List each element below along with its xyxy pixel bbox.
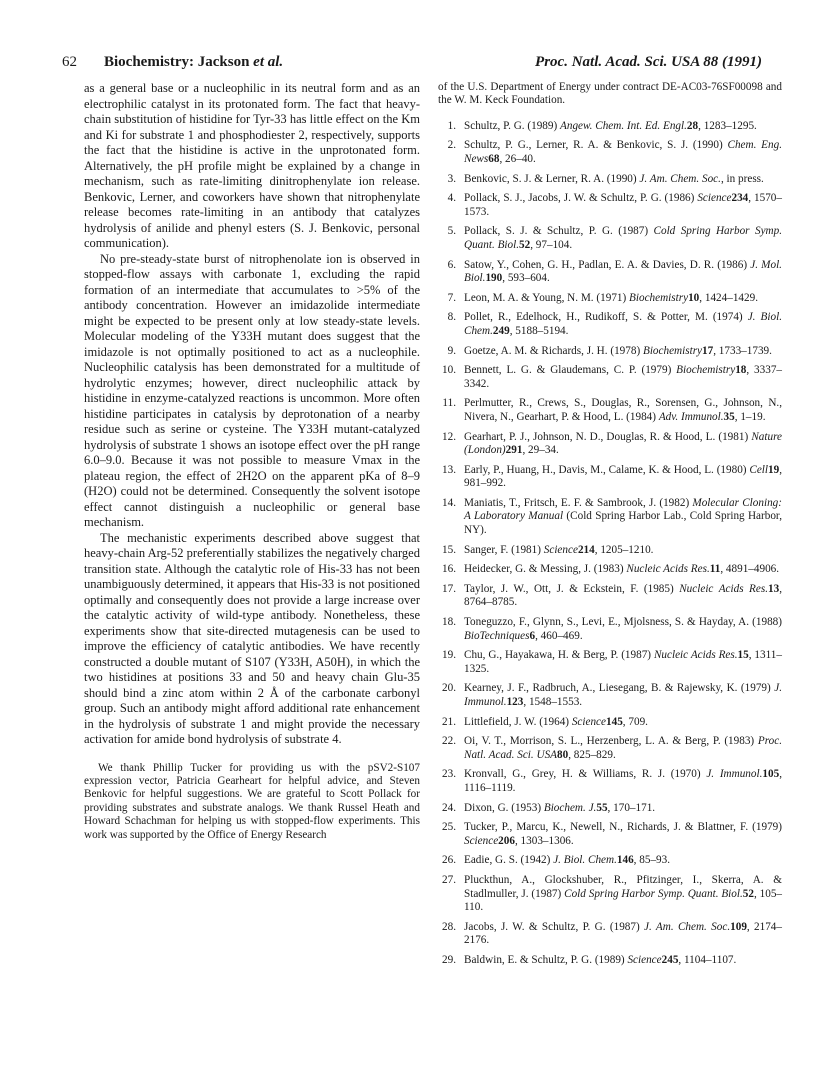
reference-volume: 214 bbox=[577, 543, 595, 556]
reference-authors: Jacobs, J. W. & Schultz, P. G. (1987) bbox=[464, 920, 645, 933]
reference-volume: 10 bbox=[688, 291, 700, 304]
reference-volume: 105 bbox=[762, 768, 780, 781]
reference-pages: , 3337–3342. bbox=[464, 364, 783, 390]
running-title-prefix: Biochemistry: Jackson bbox=[104, 54, 254, 70]
acknowledgment: We thank Phillip Tucker for providing us with the pSV2-S107 expression vector, Patricia Gearheart for helpful advice, and Steven Benkovic for helpful suggestions. We are grateful to Scott Pollack for providing substrates and substrate analogs. We thank Russel Heath and Howard Schachman for helping us with stopped-flow experiments. This work was supported by the Office of Energy Research bbox=[84, 761, 420, 841]
reference-authors: Tucker, P., Marcu, K., Newell, N., Richards, J. & Blattner, F. (1979) bbox=[464, 821, 782, 834]
page-number: 62 bbox=[62, 54, 77, 70]
reference-authors: Kearney, J. F., Radbruch, A., Liesegang, B. & Rajewsky, K. (1979) bbox=[464, 682, 775, 695]
reference-pages: , 825–829. bbox=[568, 748, 616, 761]
reference-item bbox=[438, 616, 782, 643]
reference-number: 6. bbox=[447, 258, 456, 271]
reference-journal: Cold Spring Harbor Symp. Quant. Biol. bbox=[564, 887, 743, 900]
reference-authors: Pollack, S. J. & Schultz, P. G. (1987) bbox=[464, 225, 654, 238]
reference-volume: 28 bbox=[686, 119, 699, 132]
reference-authors: Satow, Y., Cohen, G. H., Padlan, E. A. & Davies, D. R. (1986) bbox=[464, 258, 751, 271]
reference-authors: Oi, V. T., Morrison, S. L., Herzenberg, L. A. & Berg, P. (1983) bbox=[464, 735, 758, 748]
reference-number: 15. bbox=[442, 543, 456, 556]
reference-pages: , 1311–1325. bbox=[464, 649, 782, 675]
reference-volume: 123 bbox=[506, 696, 524, 708]
reference-pages: , 85–93. bbox=[633, 854, 671, 867]
reference-volume: 206 bbox=[498, 834, 515, 847]
left-column bbox=[84, 81, 420, 853]
body-paragraph: as a general base or a nucleophilic in its neutral form and as an electrophilic catalyst in its protonated form. The fact that heavy-chain substitution of histidine for Tyr-33 has little effect on the Km and Ki for substrate 1 and phosphodiester 2, respectively, supports the fact that the histidine is active in the unprotonated form. Alternatively, the pH profile might be explained by a change in mechanism, such as rate-limiting dinitrophenylate ion release. Benkovic, Lerner, and coworkers have shown that nitrophenylate release becomes rate-limiting in an antibody that catalyzes hydrolysis of anilide and phenyl esters (S. J. Benkovic, personal communication). bbox=[84, 81, 420, 250]
reference-volume: 17 bbox=[702, 344, 714, 357]
reference-item bbox=[438, 583, 782, 610]
reference-number: 3. bbox=[447, 172, 456, 185]
reference-pages: , in press. bbox=[720, 172, 764, 185]
reference-item bbox=[438, 544, 782, 558]
reference-pages: , 1116–1119. bbox=[464, 768, 782, 794]
reference-pages: , 170–171. bbox=[607, 801, 656, 814]
reference-pages: , 1104–1107. bbox=[678, 953, 737, 966]
reference-authors: Goetze, A. M. & Richards, J. H. (1978) bbox=[464, 344, 643, 357]
reference-item bbox=[438, 497, 782, 538]
reference-volume: 190 bbox=[485, 272, 503, 285]
reference-item bbox=[438, 192, 782, 219]
reference-authors: Early, P., Huang, H., Davis, M., Calame, K. & Hood, L. (1980) bbox=[464, 463, 750, 476]
reference-authors: Baldwin, E. & Schultz, P. G. (1989) bbox=[464, 953, 628, 966]
reference-pages: , 1205–1210. bbox=[594, 543, 654, 556]
reference-journal: J. Immunol. bbox=[464, 682, 782, 708]
reference-number: 4. bbox=[447, 192, 456, 205]
reference-volume: 109 bbox=[730, 920, 747, 933]
reference-pages: , 1424–1429. bbox=[699, 291, 758, 304]
reference-journal: Proc. Natl. Acad. Sci. USA bbox=[464, 735, 782, 761]
reference-volume: 245 bbox=[661, 953, 679, 966]
running-title-etal: et al. bbox=[253, 54, 284, 70]
reference-number: 14. bbox=[442, 496, 456, 509]
reference-number: 1. bbox=[447, 119, 456, 132]
reference-list bbox=[438, 120, 782, 968]
reference-pages: , 8764–8785. bbox=[464, 582, 782, 609]
reference-item bbox=[438, 173, 782, 187]
reference-volume: 35 bbox=[723, 410, 735, 423]
reference-authors: Leon, M. A. & Young, N. M. (1971) bbox=[464, 291, 630, 304]
reference-authors: Sanger, F. (1981) bbox=[464, 543, 544, 556]
reference-item bbox=[438, 120, 782, 134]
reference-number: 7. bbox=[447, 291, 456, 304]
reference-number: 26. bbox=[442, 854, 456, 867]
reference-journal: Biochem. J. bbox=[543, 801, 597, 814]
reference-journal: J. Am. Chem. Soc. bbox=[639, 172, 721, 185]
reference-journal: J. Am. Chem. Soc. bbox=[644, 920, 731, 933]
reference-number: 29. bbox=[442, 953, 456, 966]
reference-pages: , 29–34. bbox=[522, 444, 559, 457]
reference-item bbox=[438, 431, 782, 458]
reference-number: 23. bbox=[442, 768, 456, 781]
reference-pages: , 593–604. bbox=[502, 272, 550, 285]
reference-item bbox=[438, 874, 782, 915]
reference-item bbox=[438, 397, 782, 424]
reference-journal: Biochemistry bbox=[629, 291, 689, 304]
reference-item bbox=[438, 682, 782, 709]
reference-item bbox=[438, 735, 782, 762]
reference-item bbox=[438, 768, 782, 795]
right-column bbox=[438, 81, 782, 974]
reference-volume: 234 bbox=[731, 192, 749, 205]
reference-pages: , 1–19. bbox=[734, 410, 766, 423]
reference-number: 11. bbox=[442, 397, 456, 410]
reference-journal: Molecular Cloning: A Laboratory Manual bbox=[464, 496, 782, 523]
reference-number: 19. bbox=[442, 649, 456, 662]
reference-authors: Pluckthun, A., Glockshuber, R., Pfitzinger, I., Skerra, A. & Stadlmuller, J. (1987) bbox=[464, 873, 782, 900]
reference-pages: , 5188–5194. bbox=[509, 324, 569, 337]
body-paragraph: The mechanistic experiments described above suggest that heavy-chain Arg-52 preferentially stabilizes the negatively charged transition state. Although the catalytic role of His-33 has not been unambiguously determined, it appears that His-33 is not positioned optimally and consequently does not provide a large increase over the catalytic activity of wild-type antibody. Nonetheless, these experiments show that site-directed mutagenesis can be used to improve the efficiency of catalytic antibodies. We have recently constructed a double mutant of S107 (Y33H, A50H), in which the two histidines at positions 33 and 50 and heavy chain Glu-35 should bind a zinc atom within 2 Å of the carbonate carbonyl group. Such an antibody might afford additional rate enhancement in the hydrolysis of substrate 1 and might provide the necessary activation for amide bond hydrolysis of substrate 4. bbox=[84, 530, 420, 746]
reference-authors: Kronvall, G., Grey, H. & Williams, R. J. (1970) bbox=[464, 768, 707, 781]
reference-journal: Nucleic Acids Res. bbox=[679, 582, 768, 595]
reference-item bbox=[438, 311, 782, 338]
reference-item bbox=[438, 802, 782, 816]
reference-volume: 80 bbox=[557, 748, 569, 761]
reference-pages: , 105–110. bbox=[464, 887, 783, 914]
reference-journal: Nucleic Acids Res. bbox=[626, 563, 710, 576]
reference-authors: Dixon, G. (1953) bbox=[464, 801, 544, 814]
reference-pages: , 26–40. bbox=[499, 153, 536, 165]
reference-item bbox=[438, 563, 782, 577]
reference-item bbox=[438, 292, 782, 306]
reference-journal: J. Mol. Biol. bbox=[464, 258, 782, 285]
reference-authors: Bennett, L. G. & Glaudemans, C. P. (1979) bbox=[464, 364, 677, 377]
acknowledgment-continued: of the U.S. Department of Energy under contract DE-AC03-76SF00098 and the W. M. Keck Foundation. bbox=[438, 81, 782, 107]
reference-item bbox=[438, 345, 782, 359]
reference-volume: 15 bbox=[737, 649, 749, 662]
reference-number: 17. bbox=[442, 582, 456, 595]
reference-number: 28. bbox=[442, 920, 456, 933]
reference-item bbox=[438, 716, 782, 730]
reference-authors: Chu, G., Hayakawa, H. & Berg, P. (1987) bbox=[464, 649, 654, 662]
reference-volume: 145 bbox=[606, 715, 623, 728]
journal-citation: Proc. Natl. Acad. Sci. USA 88 (1991) bbox=[535, 54, 762, 70]
reference-journal: Science bbox=[697, 192, 732, 205]
reference-journal: J. Biol. Chem. bbox=[553, 854, 617, 867]
reference-pages: , 1548–1553. bbox=[523, 696, 583, 708]
reference-pages: , 2174–2176. bbox=[464, 920, 782, 947]
reference-journal: Adv. Immunol. bbox=[658, 410, 724, 423]
body-paragraph: No pre-steady-state burst of nitrophenolate ion is observed in stopped-flow assays with carbonate 1, excluding the rapid formation of an intermediate that accumulates to >5% of the antibody concentration. However an imidazolide intermediate might be expected to be present only at low steady-state levels. Molecular modeling of the Y33H mutant does suggest that the imidazole is not optimally positioned to act as a nucleophile. Nucleophilic catalysis has been demonstrated for a multitude of hydrolytic enzymes; however, direct nucleophilic attack by histidine in enzyme-catalyzed reactions is uncommon. More often histidine participates in catalysis by deprotonation of a nearby residue such as serine or cysteine. The Y33H mutant-catalyzed hydrolysis of substrate 1 shows an isotope effect over the pH range 6.0–9.0. Because it was not possible to measure Vmax in the plateau region, the effect of 2H2O on the apparent pKa of 8–9 (H2O) could not be determined. Consequently the solvent isotope effect cannot distinguish a nucleophilic or general base mechanism. bbox=[84, 251, 420, 529]
reference-pages: (Cold Spring Harbor Lab., Cold Spring Harbor, NY). bbox=[464, 510, 783, 537]
reference-authors: Littlefield, J. W. (1964) bbox=[464, 715, 572, 728]
reference-number: 13. bbox=[442, 463, 456, 476]
reference-journal: Biochemistry bbox=[642, 344, 703, 357]
reference-authors: Schultz, P. G. (1989) bbox=[464, 119, 561, 132]
reference-pages: , 97–104. bbox=[530, 238, 573, 251]
reference-journal: Nature (London) bbox=[464, 430, 782, 457]
reference-authors: Taylor, J. W., Ott, J. & Eckstein, F. (1985) bbox=[464, 582, 680, 595]
reference-journal: Cold Spring Harbor Symp. Quant. Biol. bbox=[464, 225, 782, 251]
reference-pages: , 1570–1573. bbox=[464, 192, 782, 218]
reference-pages: , 981–992. bbox=[464, 463, 782, 490]
reference-journal: BioTechniques bbox=[464, 629, 530, 642]
reference-item bbox=[438, 364, 782, 391]
reference-volume: 55 bbox=[596, 801, 608, 814]
reference-volume: 13 bbox=[768, 582, 780, 595]
reference-pages: , 460–469. bbox=[535, 629, 583, 642]
reference-journal: Nucleic Acids Res. bbox=[653, 649, 738, 662]
reference-volume: 68 bbox=[488, 153, 500, 165]
reference-journal: Science bbox=[627, 953, 662, 966]
reference-authors: Benkovic, S. J. & Lerner, R. A. (1990) bbox=[464, 172, 640, 185]
reference-journal: Science bbox=[571, 715, 606, 728]
reference-authors: Gearhart, P. J., Johnson, N. D., Douglas, R. & Hood, L. (1981) bbox=[464, 430, 752, 443]
reference-volume: 52 bbox=[519, 238, 531, 251]
reference-item bbox=[438, 821, 782, 848]
reference-number: 27. bbox=[442, 873, 456, 886]
reference-volume: 146 bbox=[616, 854, 634, 867]
reference-item bbox=[438, 225, 782, 252]
page-header bbox=[62, 54, 762, 74]
reference-number: 10. bbox=[442, 364, 456, 377]
reference-volume: 291 bbox=[505, 444, 523, 457]
reference-number: 21. bbox=[442, 715, 456, 728]
reference-authors: Heidecker, G. & Messing, J. (1983) bbox=[464, 563, 627, 576]
reference-item bbox=[438, 921, 782, 948]
reference-journal: Chem. Eng. News bbox=[464, 139, 783, 165]
reference-authors: Schultz, P. G., Lerner, R. A. & Benkovic, S. J. (1990) bbox=[464, 139, 728, 152]
reference-authors: Pollet, R., Edelhock, H., Rudikoff, S. & Potter, M. (1974) bbox=[464, 311, 748, 324]
reference-volume: 52 bbox=[742, 887, 754, 900]
reference-volume: 18 bbox=[735, 364, 747, 377]
reference-journal: J. Immunol. bbox=[706, 768, 763, 781]
reference-number: 12. bbox=[442, 430, 456, 443]
reference-pages: , 4891–4906. bbox=[720, 563, 780, 576]
reference-pages: , 1733–1739. bbox=[713, 344, 772, 357]
reference-number: 24. bbox=[442, 801, 456, 814]
reference-authors: Toneguzzo, F., Glynn, S., Levi, E., Mjolsness, S. & Hayday, A. (1988) bbox=[464, 616, 782, 629]
reference-authors: Eadie, G. S. (1942) bbox=[464, 854, 554, 867]
reference-volume: 249 bbox=[492, 324, 510, 337]
reference-journal: Angew. Chem. Int. Ed. Engl. bbox=[560, 119, 687, 132]
reference-pages: , 709. bbox=[622, 715, 648, 728]
reference-number: 5. bbox=[447, 225, 456, 238]
reference-number: 22. bbox=[442, 735, 456, 748]
reference-number: 25. bbox=[442, 821, 456, 834]
reference-journal: Biochemistry bbox=[676, 364, 736, 377]
reference-journal: J. Biol. Chem. bbox=[464, 311, 782, 337]
reference-journal: Science bbox=[464, 834, 499, 847]
reference-journal: Cell bbox=[749, 463, 769, 476]
reference-item bbox=[438, 464, 782, 491]
reference-pages: , 1303–1306. bbox=[514, 834, 574, 847]
reference-volume: 11 bbox=[709, 563, 721, 576]
reference-item bbox=[438, 139, 782, 166]
reference-volume: 6 bbox=[529, 629, 536, 642]
reference-authors: Perlmutter, R., Crews, S., Douglas, R., Sorensen, G., Johnson, N., Nivera, N., Gearhart, P. & Hood, L. (1984) bbox=[464, 397, 782, 423]
reference-item bbox=[438, 954, 782, 968]
reference-volume: 19 bbox=[768, 463, 780, 476]
reference-journal: Science bbox=[543, 543, 578, 556]
reference-number: 8. bbox=[447, 311, 456, 324]
reference-number: 18. bbox=[442, 616, 456, 629]
running-title bbox=[104, 54, 283, 71]
reference-number: 9. bbox=[447, 344, 456, 357]
reference-pages: , 1283–1295. bbox=[698, 119, 757, 132]
reference-item bbox=[438, 649, 782, 676]
reference-authors: Maniatis, T., Fritsch, E. F. & Sambrook, J. (1982) bbox=[464, 496, 693, 509]
reference-number: 20. bbox=[442, 682, 456, 695]
reference-item bbox=[438, 259, 782, 286]
reference-number: 2. bbox=[447, 139, 456, 152]
reference-number: 16. bbox=[442, 563, 456, 576]
reference-authors: Pollack, S. J., Jacobs, J. W. & Schultz, P. G. (1986) bbox=[464, 192, 698, 205]
reference-item bbox=[438, 854, 782, 868]
